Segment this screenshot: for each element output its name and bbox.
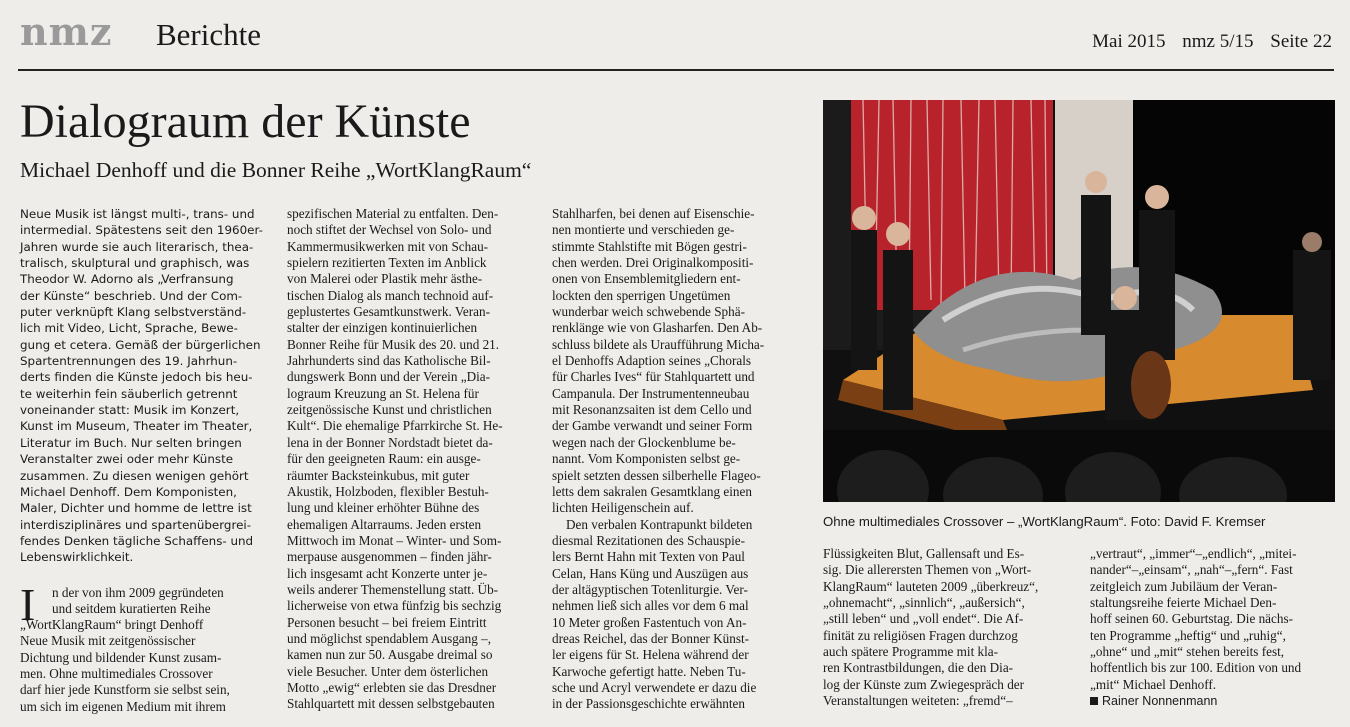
text-line: um sich im eigenen Medium mit ihrem bbox=[20, 698, 226, 714]
text-line: Stahlharfen, bei denen auf Eisenschie- bbox=[552, 206, 755, 221]
text-line: hoffentlich bis zur 100. Edition von und bbox=[1090, 660, 1302, 676]
text-line: ehemaligen Altarraums. Jeden ersten bbox=[287, 516, 482, 532]
text-line: Celan, Hans Küng und Auszügen aus bbox=[552, 565, 749, 581]
text-line: log der Künste zum Zwiegespräch der bbox=[823, 676, 1025, 692]
text-line: 10 Meter großen Fastentuch von An- bbox=[552, 614, 747, 630]
text-line: nander“–„einsam“, „nah“–„fern“. Fast bbox=[1090, 562, 1293, 578]
text-line: wegen nach der Glockenblume be- bbox=[552, 434, 736, 450]
text-line: lung und kleiner erhöhter Bühne des bbox=[287, 500, 480, 516]
text-line: zeitgenössische Kunst und christlichen bbox=[287, 402, 492, 418]
text-line: Campanula. Der Instrumentenneubau bbox=[552, 385, 750, 401]
text-line: viele Besucher. Unter dem österlichen bbox=[287, 663, 489, 679]
text-line: derts finden die Künste jedoch bis heu- bbox=[20, 370, 253, 385]
text-line: Mittwoch im Monat – Winter- und Som- bbox=[287, 532, 502, 548]
body-col3-para1 bbox=[552, 206, 807, 517]
body-col1-dropcap-lines bbox=[52, 585, 224, 618]
text-line: „vertraut“, „immer“–„endlich“, „mitei- bbox=[1090, 546, 1297, 561]
text-line: der Gambe verwandt und seiner Form bbox=[552, 418, 753, 434]
drop-cap: I bbox=[20, 579, 36, 630]
text-line: weils anderer Themenstellung statt. Üb- bbox=[287, 581, 499, 597]
text-line: Veranstalter zwei oder mehr Künste bbox=[20, 452, 234, 467]
text-line: chen werden. Drei Originalkompositi- bbox=[552, 255, 754, 271]
text-line: Karwoche gefertigt hatte. Neben Tu- bbox=[552, 663, 746, 679]
text-line: der Künste“ beschrieb. Und der Com- bbox=[20, 288, 243, 303]
text-line: kamen nun zur 50. Ausgabe dreimal so bbox=[287, 647, 493, 663]
text-line: te weiterhin fein säuberlich getrennt bbox=[20, 386, 238, 401]
text-line: Jahrhunderts sind das Katholische Bil- bbox=[287, 353, 491, 369]
text-line: dungswerk Bonn und der Verein „Dia- bbox=[287, 369, 491, 385]
text-line: onen von Ensemblemitgliedern ent- bbox=[552, 271, 741, 287]
text-line: nen montierte und verschieden ge- bbox=[552, 222, 735, 238]
text-line: ler eigens für St. Helena während der bbox=[552, 647, 749, 663]
text-line: tischen Dialog als manch technoid auf- bbox=[287, 287, 494, 303]
header-rule bbox=[18, 69, 1334, 71]
text-line: stimmte Stahlstifte mit Bögen gestri- bbox=[552, 238, 747, 254]
text-line: Literatur im Buch. Nur selten bringen bbox=[20, 435, 242, 450]
text-line: puter verknüpft Klang selbstverständ- bbox=[20, 305, 247, 320]
body-column-2 bbox=[287, 206, 535, 713]
text-line: intermedial. Spätestens seit den 1960er- bbox=[20, 223, 263, 238]
page-number: Seite 22 bbox=[1270, 31, 1332, 52]
text-line: spezifischen Material zu entfalten. Den- bbox=[287, 206, 499, 221]
text-line: von Malerei oder Plastik mehr ästhe- bbox=[287, 271, 483, 287]
text-line: spielt setzten dessen silberhelle Flageo- bbox=[552, 467, 761, 483]
text-line: Theodor W. Adorno als „Verfransung bbox=[20, 272, 234, 287]
issue-date: Mai 2015 bbox=[1092, 31, 1166, 52]
text-line: licherweise von etwa fünfzig bis sechzig bbox=[287, 598, 502, 614]
text-line: auch spätere Programme mit kla- bbox=[823, 644, 999, 660]
text-line: „mit“ Michael Denhoff. bbox=[1090, 676, 1217, 692]
text-line: mit Resonanzsaiten ist dem Cello und bbox=[552, 402, 752, 418]
text-line: schluss bildete als Uraufführung Michа- bbox=[552, 336, 765, 352]
text-line: Neue Musik mit zeitgenössischer bbox=[20, 633, 196, 649]
photo-caption: Ohne multimediales Crossover – „WortKlangRaum“. Foto: David F. Kremser bbox=[823, 514, 1266, 529]
text-line: gung et cetera. Gemäß der bürgerlichen bbox=[20, 337, 261, 352]
text-line: Spartentrennungen des 19. Jahrhun- bbox=[20, 354, 238, 369]
text-line: men. Ohne multimediales Crossover bbox=[20, 666, 213, 682]
text-line: renklänge wie von Glasharfen. Den Ab- bbox=[552, 320, 763, 336]
text-line: in der Passionsgeschichte erwähnten bbox=[552, 696, 745, 712]
intro-column bbox=[20, 206, 265, 566]
text-line: nehmen ließ sich alles vor dem 6 mal bbox=[552, 598, 749, 614]
text-line: noch stiftet der Wechsel von Solo- und bbox=[287, 222, 492, 238]
text-line: Jahren wurde sie auch literarisch, thea- bbox=[20, 239, 254, 254]
text-line: Akustik, Holzboden, flexibler Bestuh- bbox=[287, 483, 489, 499]
text-line: staltungsreihe feierte Michael Den- bbox=[1090, 595, 1277, 611]
text-line: Dichtung und bildender Kunst zusam- bbox=[20, 649, 222, 665]
text-line: Kult“. Die ehemalige Pfarrkirche St. He- bbox=[287, 418, 503, 434]
text-line: wunderbar weich schwebende Sphä- bbox=[552, 304, 745, 320]
text-line: „ohne“ und „mit“ stehen bereits fest, bbox=[1090, 644, 1285, 660]
body-column-5 bbox=[1090, 546, 1338, 709]
text-line: lich mit Video, Licht, Sprache, Bewe- bbox=[20, 321, 238, 336]
text-line: Personen besucht – bei freiem Eintritt bbox=[287, 614, 487, 630]
text-line: Michael Denhoff. Dem Komponisten, bbox=[20, 484, 237, 499]
nmz-logo: nmz bbox=[20, 9, 113, 54]
concert-photo bbox=[823, 100, 1335, 502]
text-line: dreas Reichel, das der Bonner Künst- bbox=[552, 630, 750, 646]
author-line bbox=[1090, 693, 1338, 709]
text-line: ten Programme „heftig“ und „ruhig“, bbox=[1090, 627, 1286, 643]
text-line: KlangRaum“ lauteten 2009 „überkreuz“, bbox=[823, 578, 1039, 594]
masthead bbox=[0, 0, 1350, 80]
text-line: el Denhoffs Adaption seines „Chorals bbox=[552, 353, 751, 369]
text-line: merpause ausgenommen – finden jähr- bbox=[287, 549, 492, 565]
text-line: tralisch, skulptural und graphisch, was bbox=[20, 256, 250, 271]
stage-illustration bbox=[823, 100, 1335, 502]
text-line: lograum Kreuzung an St. Helena für bbox=[287, 385, 479, 401]
text-line: für Charles Ives“ für Stahlquartett und bbox=[552, 369, 755, 385]
text-line: fendes Denken tägliche Schaffens- und bbox=[20, 533, 254, 548]
text-line: lena in der Bonner Nordstadt bietet da- bbox=[287, 434, 493, 450]
body-col3-para2 bbox=[552, 517, 807, 713]
text-line: voneinander statt: Musik im Konzert, bbox=[20, 403, 240, 418]
text-line: ren Kontrastbildungen, die den Dia- bbox=[823, 660, 1014, 676]
text-line: geplustertes Gesamtkunstwerk. Veran- bbox=[287, 304, 491, 320]
text-line: n der von ihm 2009 gegründeten bbox=[52, 585, 224, 600]
text-line: interdisziplinäres und spartenübergrei- bbox=[20, 517, 251, 532]
text-line: zeitgleich zum Jubiläum der Veran- bbox=[1090, 578, 1278, 594]
text-line: sche und Acryl verwendete er dazu die bbox=[552, 679, 757, 695]
article-subheadline: Michael Denhoff und die Bonner Reihe „WortKlangRaum“ bbox=[20, 158, 532, 182]
text-line: räumter Backsteinkubus, mit guter bbox=[287, 467, 470, 483]
text-line: „ohnemacht“, „sinnlich“, „außersich“, bbox=[823, 595, 1025, 611]
text-line: letts dem sakralen Gesamtklang einen bbox=[552, 483, 752, 499]
text-line: sig. Die allerersten Themen von „Wort- bbox=[823, 562, 1032, 578]
end-mark bbox=[1090, 697, 1098, 705]
text-line: diesmal Rezitationen des Schauspie- bbox=[552, 532, 745, 548]
text-line: spielern rezitierten Texten im Anblick bbox=[287, 255, 487, 271]
text-line: finität zu religiösen Fragen durchzog bbox=[823, 627, 1018, 643]
text-line: Den verbalen Kontrapunkt bildeten bbox=[566, 516, 753, 532]
text-line: „WortKlangRaum“ bringt Denhoff bbox=[20, 617, 204, 632]
issue-number: nmz 5/15 bbox=[1182, 31, 1254, 52]
text-line: lockten den sperrigen Ungetümen bbox=[552, 287, 731, 303]
author-name: Rainer Nonnenmann bbox=[1102, 694, 1218, 709]
article-headline: Dialograum der Künste bbox=[20, 95, 471, 148]
text-line: der altägyptischen Totenliturgie. Ver- bbox=[552, 581, 748, 597]
text-line: Stahlquartett mit dessen selbstgebauten bbox=[287, 696, 495, 712]
body-col1-lines bbox=[20, 617, 230, 715]
text-line: lers Bernt Hahn mit Texten von Paul bbox=[552, 549, 745, 565]
text-line: hoff seinen 60. Geburtstag. Die nächs- bbox=[1090, 611, 1294, 627]
text-line: stalter der einzigen kontinuierlichen bbox=[287, 320, 478, 336]
text-line: lichten Heiligenschein auf. bbox=[552, 500, 694, 516]
text-line: zusammen. Zu diesen wenigen gehört bbox=[20, 468, 249, 483]
body-column-3 bbox=[552, 206, 807, 713]
body-column-4 bbox=[823, 546, 1071, 709]
text-line: Flüssigkeiten Blut, Gallensaft und Es- bbox=[823, 546, 1025, 561]
text-line: Kunst im Museum, Theater im Theater, bbox=[20, 419, 253, 434]
text-line: „still leben“ und „voll endet“. Die Af- bbox=[823, 611, 1024, 627]
text-line: Veranstaltungen weiteten: „fremd“– bbox=[823, 693, 1013, 709]
text-line: Motto „ewig“ erlebten sie das Dresdner bbox=[287, 679, 497, 695]
body-col5-lines bbox=[1090, 546, 1338, 693]
text-line: lich insgesamt acht Konzerte unter je- bbox=[287, 565, 488, 581]
text-line: darf hier jede Kunstform sie selbst sein, bbox=[20, 682, 230, 698]
issue-info bbox=[1080, 31, 1332, 53]
text-line: und seitdem kuratierten Reihe bbox=[52, 601, 211, 617]
text-line: Bonner Reihe für Musik des 20. und 21. bbox=[287, 336, 500, 352]
section-title: Berichte bbox=[156, 17, 262, 52]
text-line: für den geeigneten Raum: ein ausge- bbox=[287, 451, 481, 467]
text-line: Lebenswirklichkeit. bbox=[20, 550, 134, 565]
text-line: nannt. Vom Komponisten selbst ge- bbox=[552, 451, 741, 467]
text-line: und möglichst spendablem Ausgang –, bbox=[287, 630, 492, 646]
text-line: Maler, Dichter und homme de lettre ist bbox=[20, 501, 252, 516]
text-line: Neue Musik ist längst multi-, trans- und bbox=[20, 207, 255, 221]
text-line: Kammermusikwerken mit von Schau- bbox=[287, 238, 489, 254]
